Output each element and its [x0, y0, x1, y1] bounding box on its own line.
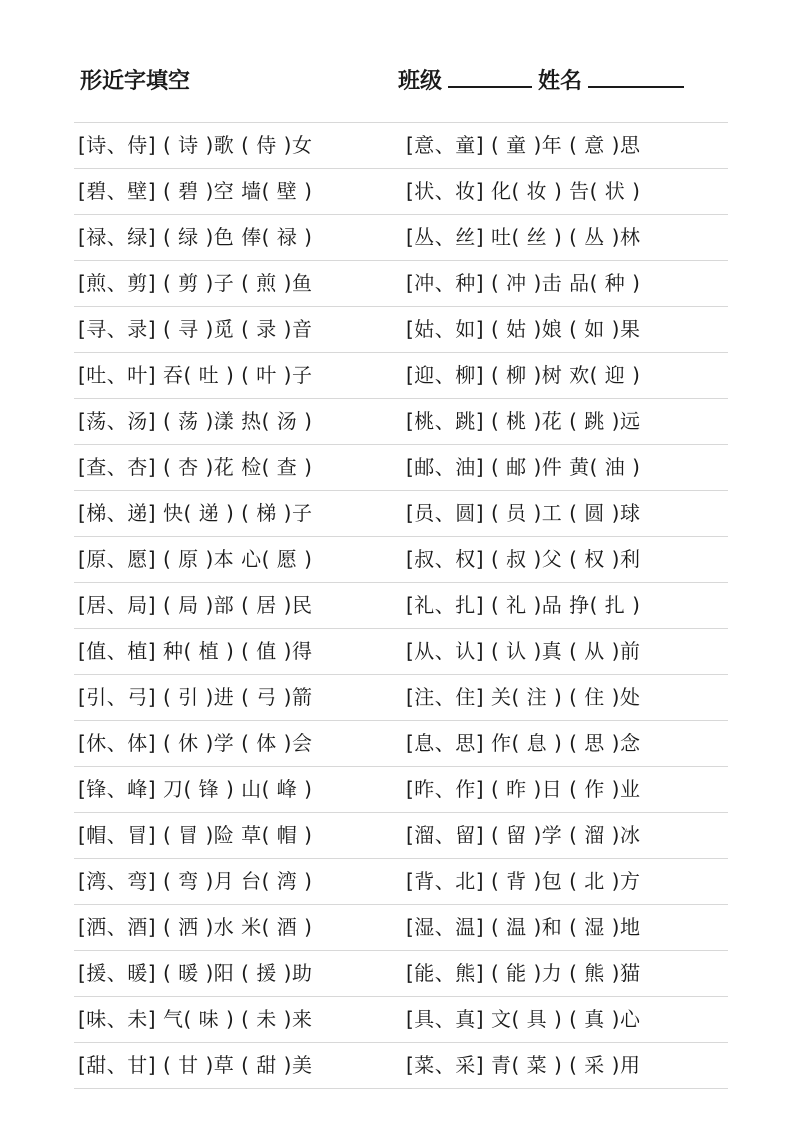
exercise-right: [息、思] 作( 息 ) ( 思 )念	[406, 731, 641, 755]
exercise-row	[74, 858, 728, 904]
exercise-right: [状、妆] 化( 妆 ) 告( 状 )	[406, 179, 641, 203]
exercise-row	[74, 168, 728, 214]
exercise-left: [甜、甘] ( 甘 )草 ( 甜 )美	[78, 1053, 313, 1077]
exercise-right: [菜、采] 青( 菜 ) ( 采 )用	[406, 1053, 641, 1077]
exercise-row	[74, 582, 728, 628]
name-label: 姓名	[538, 69, 583, 94]
exercise-right: [昨、作] ( 昨 )日 ( 作 )业	[406, 777, 641, 801]
exercise-right: [具、真] 文( 具 ) ( 真 )心	[406, 1007, 641, 1031]
exercise-left: [值、植] 种( 植 ) ( 值 )得	[78, 639, 313, 663]
exercise-left: [煎、剪] ( 剪 )子 ( 煎 )鱼	[78, 271, 313, 295]
exercise-left: [查、杏] ( 杏 )花 检( 查 )	[78, 455, 313, 479]
exercise-right: [丛、丝] 吐( 丝 ) ( 丛 )林	[406, 225, 641, 249]
exercise-row	[74, 352, 728, 398]
exercise-row	[74, 950, 728, 996]
exercise-row	[74, 122, 728, 168]
exercise-left: [吐、叶] 吞( 吐 ) ( 叶 )子	[78, 363, 313, 387]
exercise-row	[74, 260, 728, 306]
exercise-right: [迎、柳] ( 柳 )树 欢( 迎 )	[406, 363, 641, 387]
exercise-left: [援、暖] ( 暖 )阳 ( 援 )助	[78, 961, 313, 985]
worksheet-title: 形近字填空	[80, 69, 191, 94]
exercise-row	[74, 628, 728, 674]
exercise-left: [居、局] ( 局 )部 ( 居 )民	[78, 593, 313, 617]
exercise-left: [味、未] 气( 味 ) ( 未 )来	[78, 1007, 313, 1031]
class-label: 班级	[398, 69, 443, 94]
exercise-right: [桃、跳] ( 桃 )花 ( 跳 )远	[406, 409, 641, 433]
exercise-row	[74, 214, 728, 260]
exercise-right: [从、认] ( 认 )真 ( 从 )前	[406, 639, 641, 663]
exercise-row	[74, 444, 728, 490]
exercise-left: [湾、弯] ( 弯 )月 台( 湾 )	[78, 869, 313, 893]
name-blank-line[interactable]	[588, 64, 684, 88]
exercise-right: [冲、种] ( 冲 )击 品( 种 )	[406, 271, 641, 295]
exercise-row	[74, 490, 728, 536]
exercise-list	[74, 122, 728, 1089]
exercise-right: [湿、温] ( 温 )和 ( 湿 )地	[406, 915, 641, 939]
student-info-fields	[398, 64, 684, 95]
exercise-row	[74, 536, 728, 582]
exercise-left: [诗、侍] ( 诗 )歌 ( 侍 )女	[78, 133, 313, 157]
exercise-right: [背、北] ( 背 )包 ( 北 )方	[406, 869, 641, 893]
exercise-left: [寻、录] ( 寻 )觅 ( 录 )音	[78, 317, 313, 341]
class-blank-line[interactable]	[448, 64, 532, 88]
exercise-right: [溜、留] ( 留 )学 ( 溜 )冰	[406, 823, 641, 847]
worksheet-header	[0, 62, 800, 102]
exercise-right: [能、熊] ( 能 )力 ( 熊 )猫	[406, 961, 641, 985]
exercise-row	[74, 720, 728, 766]
exercise-left: [引、弓] ( 引 )进 ( 弓 )箭	[78, 685, 313, 709]
exercise-right: [叔、权] ( 叔 )父 ( 权 )利	[406, 547, 641, 571]
exercise-right: [姑、如] ( 姑 )娘 ( 如 )果	[406, 317, 641, 341]
exercise-row	[74, 766, 728, 812]
exercise-left: [锋、峰] 刀( 锋 ) 山( 峰 )	[78, 777, 313, 801]
exercise-right: [礼、扎] ( 礼 )品 挣( 扎 )	[406, 593, 641, 617]
exercise-left: [原、愿] ( 原 )本 心( 愿 )	[78, 547, 313, 571]
exercise-left: [休、体] ( 休 )学 ( 体 )会	[78, 731, 313, 755]
exercise-row	[74, 1042, 728, 1089]
exercise-left: [洒、酒] ( 洒 )水 米( 酒 )	[78, 915, 313, 939]
exercise-left: [帽、冒] ( 冒 )险 草( 帽 )	[78, 823, 313, 847]
exercise-left: [碧、壁] ( 碧 )空 墙( 壁 )	[78, 179, 313, 203]
exercise-row	[74, 904, 728, 950]
exercise-right: [员、圆] ( 员 )工 ( 圆 )球	[406, 501, 641, 525]
exercise-row	[74, 812, 728, 858]
exercise-left: [荡、汤] ( 荡 )漾 热( 汤 )	[78, 409, 313, 433]
exercise-right: [注、住] 关( 注 ) ( 住 )处	[406, 685, 641, 709]
exercise-right: [意、童] ( 童 )年 ( 意 )思	[406, 133, 641, 157]
exercise-row	[74, 996, 728, 1042]
exercise-right: [邮、油] ( 邮 )件 黄( 油 )	[406, 455, 641, 479]
exercise-row	[74, 398, 728, 444]
exercise-left: [梯、递] 快( 递 ) ( 梯 )子	[78, 501, 313, 525]
exercise-row	[74, 674, 728, 720]
exercise-left: [禄、绿] ( 绿 )色 俸( 禄 )	[78, 225, 313, 249]
exercise-row	[74, 306, 728, 352]
